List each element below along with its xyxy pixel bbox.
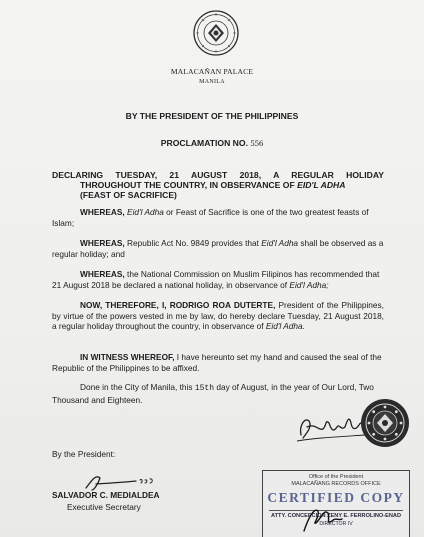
certified-copy-stamp	[262, 470, 412, 537]
stamp-signature-icon	[298, 501, 348, 536]
holiday-name: Eid'l Adha	[127, 207, 164, 217]
by-the-president-label: By the President:	[52, 449, 116, 459]
paragraph-text: President of the Philippines, by virtue of the powers vested in me by law, do hereby declare Tuesday, 21 August 2018, a regular holiday throughout the country, in observance of	[52, 300, 384, 332]
stamp-attorney-name: ATTY. CONCEPCION ZENY E. FERROLINO-ENAD	[270, 513, 401, 519]
paragraph-text: I have hereunto set my hand and caused the seal of the Republic of the Philippines to be affixed.	[52, 352, 382, 373]
title-holiday-name: EID'L ADHA	[297, 180, 346, 190]
paragraph-text: day of August, in the year of Our Lord, Two Thousand and Eighteen.	[52, 382, 374, 405]
palace-name: MALACAÑAN PALACE	[170, 67, 254, 76]
palace-city: MANILA	[199, 79, 225, 85]
holiday-name: Eid'l Adha.	[265, 321, 305, 332]
executive-secretary-name: SALVADOR C. MEDIALDEA	[52, 490, 160, 500]
presidential-seal-icon	[360, 398, 410, 448]
paragraph-text: or Feast of Sacrifice is one of the two greatest feasts of Islam;	[52, 207, 369, 228]
paragraph-text: Republic Act No. 9849 provides that	[124, 238, 262, 248]
day-value: 15th	[194, 384, 215, 393]
paragraph-text: Done in the City of Manila, this	[80, 382, 195, 392]
title-line-2	[52, 180, 384, 190]
stamp-attorney-title: DIRECTOR IV	[319, 521, 353, 527]
proclamation-label: PROCLAMATION NO.	[160, 138, 248, 148]
stamp-frame	[262, 470, 410, 537]
whereas-lead: WHEREAS,	[80, 269, 125, 279]
paragraph-text: shall be observed as a regular holiday; and	[52, 238, 384, 259]
title-line-2-text: THROUGHOUT THE COUNTRY, IN OBSERVANCE OF	[80, 180, 298, 190]
holiday-name: Eid'l Adha;	[289, 279, 329, 290]
proclamation-number: 556	[250, 138, 264, 148]
witness-paragraph	[52, 352, 384, 373]
declaration-paragraph	[52, 300, 384, 332]
title-line-1: DECLARING TUESDAY, 21 AUGUST 2018, A REGULAR HOLIDAY	[52, 170, 384, 180]
whereas-paragraph-3	[52, 269, 384, 290]
president-signature-icon	[295, 405, 370, 445]
executive-secretary-title: Executive Secretary	[67, 502, 141, 512]
paragraph-text: the National Commission on Muslim Filipinos has recommended that 21 August 2018 be declared a national holiday, in observance of	[52, 269, 380, 290]
whereas-lead: WHEREAS,	[80, 238, 125, 248]
holiday-name: Eid'l Adha	[261, 238, 299, 248]
done-paragraph	[52, 382, 384, 405]
whereas-paragraph-1	[52, 207, 384, 228]
stamp-certified-text: CERTIFIED COPY	[267, 490, 405, 505]
title-line-3: (FEAST OF SACRIFICE)	[80, 190, 177, 200]
whereas-lead: WHEREAS,	[80, 207, 125, 217]
issuer-heading: BY THE PRESIDENT OF THE PHILIPPINES	[125, 111, 299, 121]
declaration-lead: NOW, THEREFORE, I, RODRIGO ROA DUTERTE,	[80, 300, 276, 310]
stamp-office-line-1: Office of the President	[308, 474, 364, 480]
proclamation-title	[52, 170, 384, 200]
witness-lead: IN WITNESS WHEREOF,	[80, 352, 175, 362]
proclamation-heading	[0, 138, 424, 148]
stamp-office-line-2: MALACAÑANG RECORDS OFFICE	[291, 481, 381, 487]
whereas-paragraph-2	[52, 238, 384, 259]
executive-secretary-signature-icon	[82, 470, 162, 492]
presidential-seal-icon	[193, 10, 239, 56]
